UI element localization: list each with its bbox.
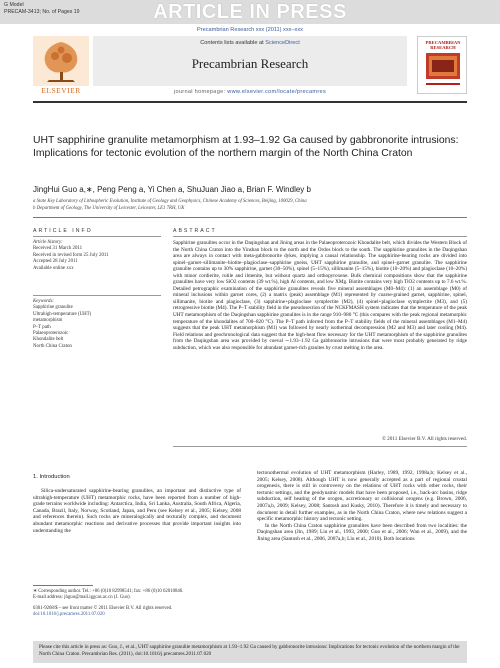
homepage-prefix: journal homepage:: [173, 89, 228, 95]
history-item: Accepted 28 July 2011: [33, 259, 78, 265]
intro-paragraph-continued: tectonothermal evolution of UHT metamorphism (Harley, 1989, 1992, 1998a,b; Kelsey et al., 2005; Kelsey, 2008). Although UHT is now generally accepted as a part of regional crustal orogenesis, there is still in controversy on the relations of UHT rocks with other rocks, their tectonic settings, and the geodynamic models that have been proposed, i.e., back-arc basins, ridge subduction, self heating of the orogen, accretionary or collisional orogens (e.g. Brown, 2006, 2007a,b, 2009; Kelsey, 2008; Santosh and Kusky, 2010). Therefore it is timely and necessary to document in detail further examples, as in the North China Craton, where new relations suggest a specific metamorphic history and tectonic setting.: [257, 470, 467, 523]
article-info-heading: ARTICLE INFO: [33, 228, 93, 234]
affiliation-a: a State Key Laboratory of Lithospheric Evolution, Institute of Geology and Geophysics, Chinese Academy of Sciences, Beijing, 100029, China: [33, 199, 307, 204]
journal-name: Precambrian Research: [191, 56, 309, 71]
article-info-rule: [33, 236, 161, 237]
homepage-url-link[interactable]: www.elsevier.com/locate/precamres: [227, 89, 327, 95]
body-right-column: [257, 470, 467, 543]
elsevier-logo[interactable]: [33, 36, 89, 95]
footnote-rule: [33, 585, 93, 586]
abstract-rule: [173, 236, 467, 237]
article-in-press-title: ARTICLE IN PRESS: [153, 1, 347, 23]
keywords-rule: [33, 295, 161, 296]
keyword-item: Khondalite belt: [33, 337, 64, 343]
contents-prefix: Contents lists available at: [200, 40, 266, 46]
history-item: Available online xxx: [33, 265, 74, 271]
issn-block: [33, 606, 241, 618]
article-code: PRECAM-3413;: [4, 8, 41, 15]
abstract-copyright: © 2011 Elsevier B.V. All rights reserved.: [381, 436, 467, 442]
keyword-item: metamorphism: [33, 318, 63, 324]
intro-paragraph: Silica-undersaturated sapphirine-bearing granulites, an important and distinctive type of ultrahigh-temperature (UHT) metamorphic rocks, have been reported from a number of high-grade terrains worldwide including: Antarctica, India, Sri Lanka, Australia, South Africa, Algeria, Canada, Brazil, Italy, Norway, Scotland, Japan, and Peru (see Kelsey et al., 2005; Kelsey, 2008 and references therein). Such rocks are mineralogically and texturally complex, and document abundant metamorphic reactions and derivative processes that provide important insights into understanding the: [33, 488, 241, 534]
contents-line: [93, 40, 407, 46]
author-list: JingHui Guo a,∗, Peng Peng a, Yi Chen a, ShuJuan Jiao a, Brian F. Windley b: [33, 185, 311, 194]
cover-title: PRECAMBRIAN RESEARCH: [425, 40, 461, 50]
keyword-item: Sapphirine granulite: [33, 305, 73, 311]
author-email[interactable]: E-mail address: jhguo@mail.iggcas.ac.cn (J. Guo).: [33, 595, 131, 600]
introduction-heading: 1. Introduction: [33, 474, 70, 480]
issn-line: 0301-9268/$ – see front matter © 2011 Elsevier B.V. All rights reserved.: [33, 606, 173, 611]
history-item: Received in revised form 25 July 2011: [33, 252, 109, 258]
keyword-item: North China Craton: [33, 343, 72, 349]
abstract-end-rule: [173, 446, 467, 447]
article-title: UHT sapphirine granulite metamorphism at 1.93–1.92 Ga caused by gabbronorite intrusions: Implications for tectonic evolution of the northern margin of the North China Craton: [33, 135, 459, 159]
gmodel-label: G Model: [4, 2, 24, 8]
sciencedirect-link[interactable]: ScienceDirect: [265, 40, 300, 46]
doi-link[interactable]: doi:10.1016/j.precamres.2011.07.020: [33, 612, 105, 617]
page-count: No. of Pages 19: [42, 8, 80, 15]
keyword-item: Palaeoproterozoic: [33, 331, 69, 337]
masthead-rule: [33, 101, 467, 103]
keyword-item: Ultrahigh-temperature (UHT): [33, 311, 92, 317]
journal-reference[interactable]: Precambrian Research xxx (2011) xxx–xxx: [197, 27, 303, 33]
journal-homepage: [93, 89, 407, 95]
history-label: Article history:: [33, 240, 63, 245]
footnote: [33, 589, 241, 601]
publisher-name: ELSEVIER: [41, 86, 81, 95]
cover-image-icon: [418, 37, 468, 95]
keywords-list: [33, 299, 161, 350]
article-history: [33, 240, 161, 272]
header-divider: [33, 217, 467, 218]
abstract-text: Sapphirine granulites occur in the Daqingshan and Jining areas in the Palaeoproterozoic Khondalite belt, which divides the Western Block of the North China Craton into the Yinshan block to the north and the Ordos block to the south. The sapphirine granulites in the Daqingshan area are always in contact with meta-gabbronorite dykes, implying a causal relationship. The sapphirine-bearing rocks are divided into spinel–garnet–sillimanite–biotite–plagioclase–sapphirine gneiss, UHT sapphirine granulite, and spinel–garnet granulite. The sapphirine granulite contains up to 30% sapphirine, garnet (30–50%), spinel (5–15%), sillimanite (5–15%), biotite (10–20%) and plagioclase (10–20%) with minor cordierite, rutile and ilmenite, but without quartz and orthopyroxene. Bulk chemical compositions show that the sapphirine granulites have very low SiO2 contents (39 wt.%), high Al contents, and low XMg. Biotite contains very high TiO2 contents up to 7.6 wt.%. Detailed petrographic examination of the sapphirine granulites reveals five mineral assemblages (M0–M4): (1) an assemblage (M0) of mineral inclusions within garnet cores, (2) a matrix (peak) assemblage (M1) represented by coarse-grained garnet, sapphirine, spinel, sillimanite, biotite and plagioclase, (3) sapphirine+plagioclase symplectite (M2), (4) spinel+plagioclase symplectite (M3), and (5) retrogressive biotite (M4). The P–T stability field in the pseudosection of the NCKFMASH system indicates that the temperature of the peak UHT metamorphism of the Daqingshan sapphirine granulites is in the range 910–980 °C (this compares with the peak regional metamorphic temperature of the khondalites of 700–820 °C). The P–T path inferred from the P–T stability fields of the mineral assemblages (M1–M4) suggests that the peak UHT metamorphism (M1) was followed by nearly isothermal decompression (M2 and M3) and later cooling (M4). Field relations and geochronological data suggest that the high-heat flow necessary for the UHT metamorphism of the sapphirine granulites from the Daqingshan area was provided by coeval ∼1.93–1.92 Ga gabbronorite intrusions that were most probably generated by ridge subduction, which was also responsible for abundant garnet-rich granites by crust melting in the area.: [173, 240, 467, 351]
intro-paragraph-2: In the North China Craton sapphirine granulites have been described from two localities: the Daqingshan area (Jin, 1989; Liu et al., 1993, 2000; Guo et al., 2006; Wan et al., 2009), and the Jining area (Santosh et al., 2006, 2007a,b; Liu et al., 2010). Both locations: [257, 522, 467, 542]
journal-cover-thumbnail[interactable]: [417, 36, 467, 94]
keywords-label: Keywords:: [33, 299, 55, 304]
body-left-column: [33, 488, 241, 534]
elsevier-tree-icon: [33, 36, 89, 86]
affiliation-b: b Department of Geology, The University of Leicester, Leicester, LE1 7RH, UK: [33, 206, 185, 211]
abstract-heading: ABSTRACT: [173, 228, 217, 234]
corresponding-author: ∗ Corresponding author. Tel.: +86 (0)10 82998541; fax: +86 (0)10 62010846.: [33, 589, 184, 594]
masthead: [33, 36, 467, 97]
history-item: Received 31 March 2011: [33, 246, 83, 252]
citation-box: Please cite this article in press as: Guo, J., et al., UHT sapphirine granulite metamorphism at 1.93–1.92 Ga caused by gabbronorite intrusions: Implications for tectonic evolution of the northern margin of the North China Craton. Precambrian Res. (2011), doi:10.1016/j.precamres.2011.07.020: [33, 641, 467, 663]
keyword-item: P–T path: [33, 324, 51, 330]
